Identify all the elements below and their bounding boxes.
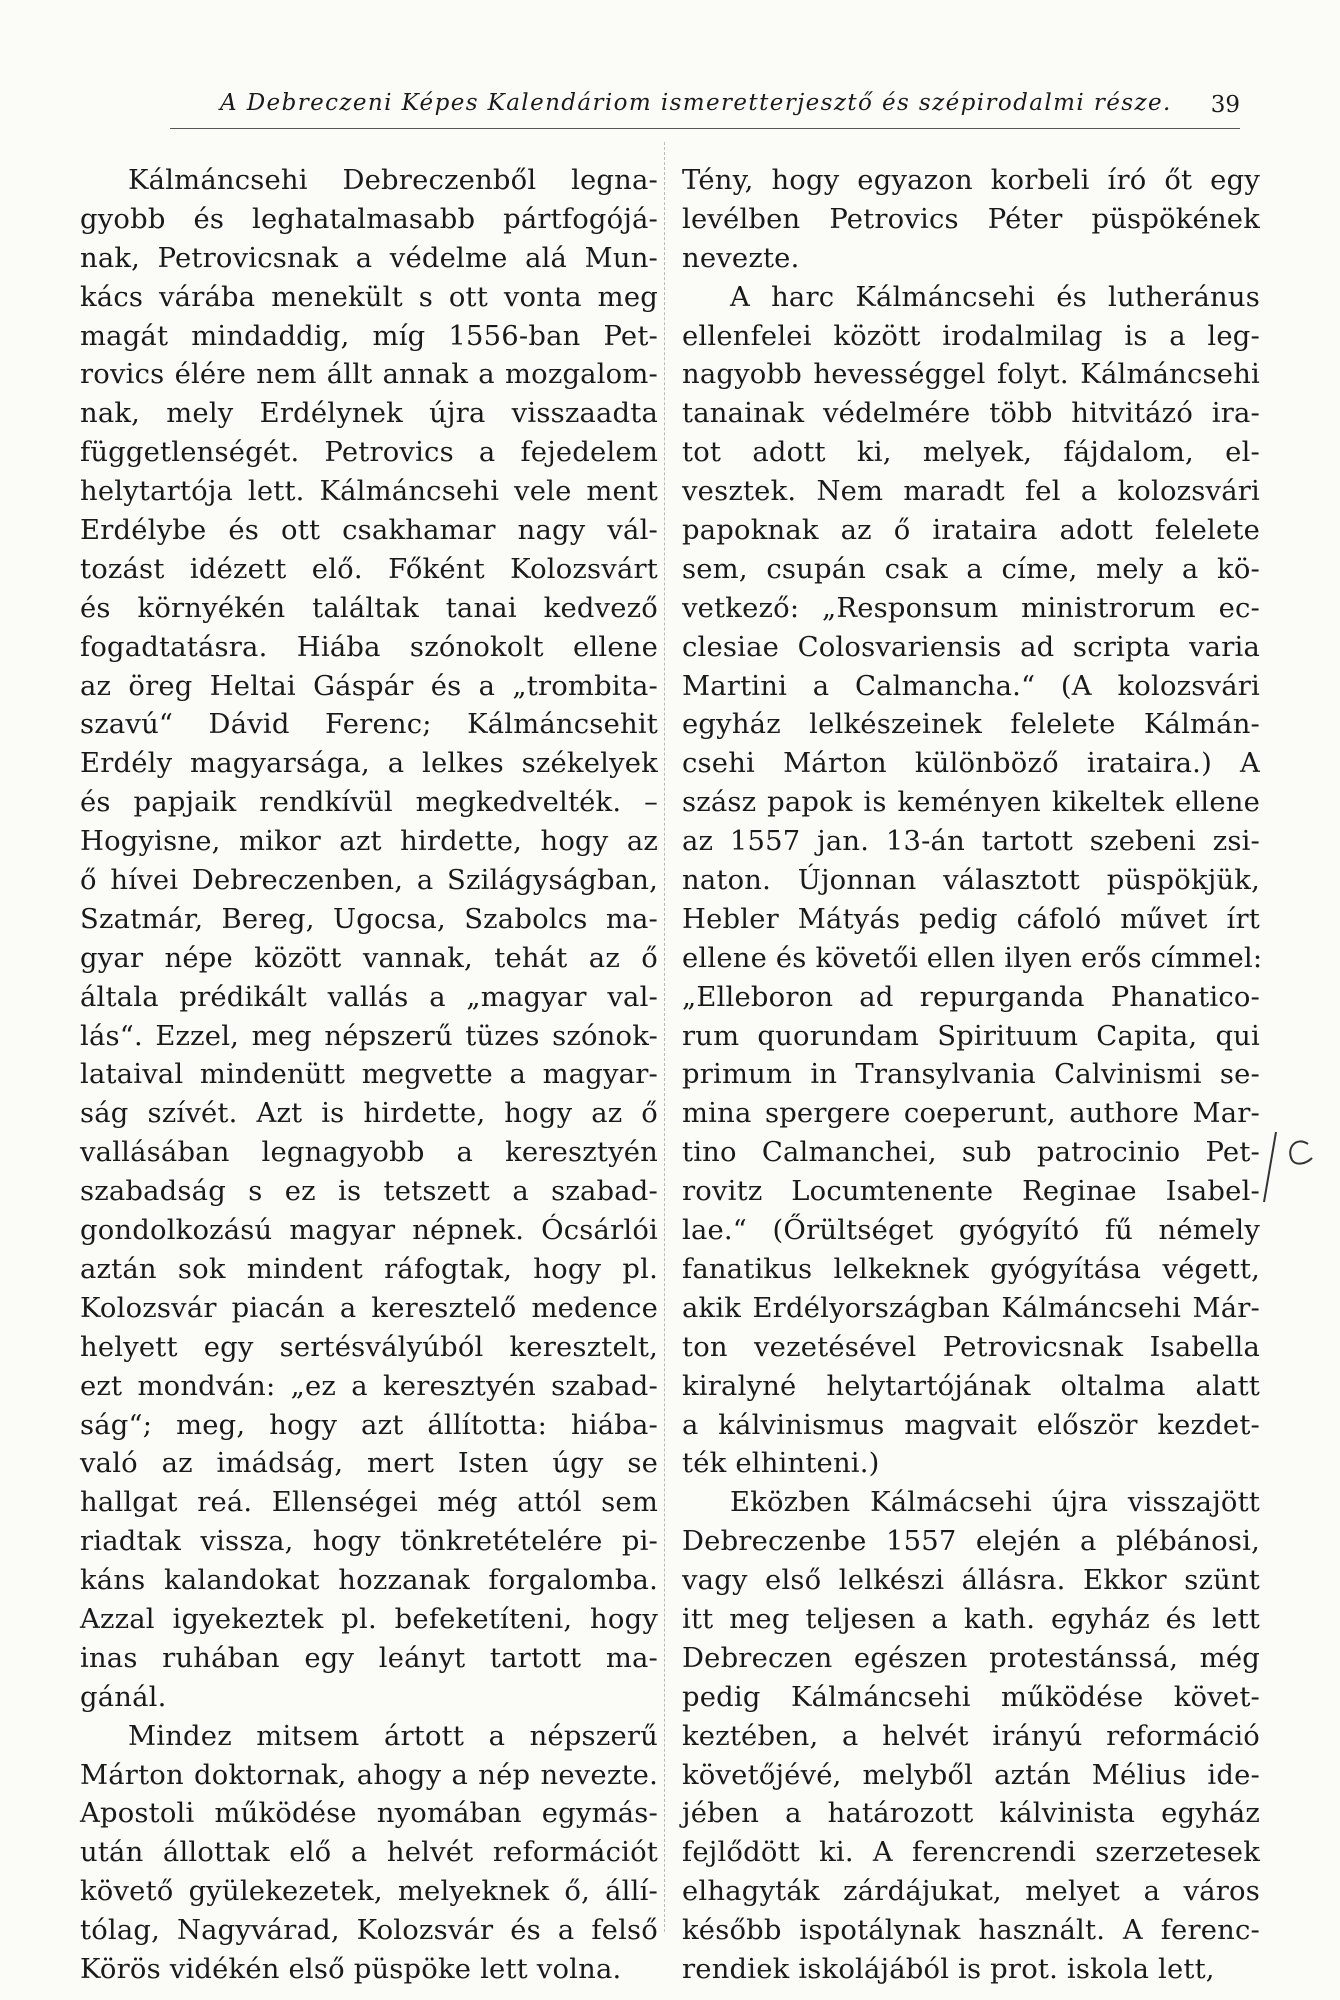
text-line: szabadság s ez is tetszett a szabad- (80, 1176, 658, 1208)
text-line: helyett egy sertésvályúból keresztelt, (80, 1331, 658, 1363)
text-line: Mindez mitsem ártott a népszerű (128, 1720, 658, 1752)
column-divider (664, 142, 665, 1932)
text-line: inas ruhában egy leányt tartott ma- (80, 1642, 658, 1674)
text-line: Erdélybe és ott csakhamar nagy vál- (80, 515, 658, 547)
text-line: Debreczen egészen protestánssá, még (682, 1642, 1260, 1674)
text-line: gyar népe között vannak, tehát az ő (80, 942, 658, 974)
text-line: az 1557 jan. 13-án tartott szebeni zsi- (682, 826, 1260, 858)
text-line: lás“. Ezzel, meg népszerű tüzes szónok- (80, 1020, 658, 1052)
text-line: Hogyisne, mikor azt hirdette, hogy az (80, 826, 658, 858)
text-line: nagyobb hevességgel folyt. Kálmáncsehi (682, 359, 1260, 391)
text-line: ság szívét. Azt is hirdette, hogy az ő (80, 1098, 658, 1130)
text-line: fejlődött ki. A ferencrendi szerzetesek (682, 1837, 1260, 1869)
text-line: gánál. (80, 1681, 167, 1713)
text-line: függetlenségét. Petrovics a fejedelem (80, 437, 658, 469)
text-line: helytartója lett. Kálmáncsehi vele ment (80, 476, 658, 508)
text-line: és papjaik rendkívül megkedvelték. – (80, 787, 658, 819)
text-line: tozást idézett elő. Főként Kolozsvárt (80, 553, 658, 585)
text-line: Apostoli működése nyomában egymás- (80, 1798, 658, 1830)
right-column (682, 162, 1263, 1990)
text-line: káns kalandokat hozzanak forgalomba. (80, 1565, 658, 1597)
text-line: az öreg Heltai Gáspár és a „trombita- (80, 670, 658, 702)
text-line: gondolkozású magyar népnek. Ócsárlói (80, 1215, 658, 1247)
text-line: nak, Petrovicsnak a védelme alá Mun- (80, 242, 658, 274)
text-line: vesztek. Nem maradt fel a kolozsvári (682, 476, 1260, 508)
text-line: naton. Újonnan választott püspökjük, (682, 865, 1260, 897)
header-rule (170, 128, 1240, 129)
text-line: sem, csupán csak a címe, mely a kö- (682, 553, 1260, 585)
text-line: később ispotálynak használt. A ferenc- (682, 1915, 1260, 1947)
text-line: szavú“ Dávid Ferenc; Kálmáncsehit (80, 709, 658, 741)
text-line: Martini a Calmancha.“ (A kolozsvári (682, 670, 1260, 702)
text-line: pedig Kálmáncsehi működése követ- (682, 1681, 1260, 1713)
text-line: riadtak vissza, hogy tönkretételére pi- (80, 1526, 658, 1558)
text-line: rovics élére nem állt annak a mozgalom- (80, 359, 658, 391)
text-line: tino Calmanchei, sub patrocinio Pet- (682, 1137, 1260, 1169)
margin-annotation-mark (1262, 1122, 1322, 1212)
text-line: Kolozsvár piacán a keresztelő medence (80, 1292, 658, 1324)
text-line: mina spergere coeperunt, authore Mar- (682, 1098, 1260, 1130)
text-line: lae.“ (Őrültséget gyógyító fű némely (682, 1215, 1260, 1247)
text-line: szász papok is keményen kikeltek ellene (682, 787, 1260, 819)
text-line: akik Erdélyországban Kálmáncsehi Már- (682, 1292, 1260, 1324)
text-line: aztán sok mindent ráfogtak, hogy pl. (80, 1253, 658, 1285)
text-line: Márton doktornak, ahogy a nép nevezte. (80, 1759, 658, 1791)
margin-annotation (1262, 1122, 1322, 1212)
running-header-title: A Debreczeni Képes Kalendáriom ismeretterjesztő és szépirodalmi része. (220, 90, 1172, 116)
text-line: itt meg teljesen a kath. egyház és lett (682, 1603, 1260, 1635)
text-line: való az imádság, mert Isten úgy se (80, 1448, 658, 1480)
text-line: és környékén találtak tanai kedvező (80, 592, 658, 624)
text-line: kács várába menekült s ott vonta meg (80, 281, 658, 313)
text-line: után állottak elő a helvét reformációt (80, 1837, 658, 1869)
text-line: általa prédikált vallás a „magyar val- (80, 981, 658, 1013)
text-line: ezt mondván: „ez a keresztyén szabad- (80, 1370, 658, 1402)
text-line: magát mindaddig, míg 1556-ban Pet- (80, 320, 658, 352)
text-line: Körös vidékén első püspöke lett volna. (80, 1953, 622, 1985)
text-line: kiralyné helytartójának oltalma alatt (682, 1370, 1260, 1402)
text-line: „Elleboron ad repurganda Phanatico- (682, 981, 1260, 1013)
text-line: ton vezetésével Petrovicsnak Isabella (682, 1331, 1260, 1363)
text-line: papoknak az ő irataira adott felelete (682, 515, 1260, 547)
page-number: 39 (1210, 92, 1240, 118)
text-line: ellenfelei között irodalmilag is a leg- (682, 320, 1260, 352)
text-line: fanatikus lelkeknek gyógyítása végett, (682, 1253, 1260, 1285)
running-header (140, 90, 1240, 130)
text-line: Hebler Mátyás pedig cáfoló művet írt (682, 903, 1260, 935)
text-line: Kálmáncsehi Debreczenből legna- (128, 165, 658, 196)
text-line: nevezte. (682, 242, 800, 274)
text-line: egyház lelkészeinek felelete Kálmán- (682, 709, 1260, 741)
text-line: ság“; meg, hogy azt állította: hiába- (80, 1409, 658, 1441)
text-line: tanainak védelmére több hitvitázó ira- (682, 398, 1260, 430)
text-line: vagy első lelkészi állásra. Ekkor szünt (682, 1565, 1260, 1597)
text-line: rendiek iskolájából is prot. iskola lett, (682, 1953, 1215, 1985)
text-line: elhagyták zárdájukat, melyet a város (682, 1876, 1260, 1908)
text-line: jében a határozott kálvinista egyház (682, 1798, 1260, 1830)
text-line: levélben Petrovics Péter püspökének (682, 203, 1260, 235)
text-line: Szatmár, Bereg, Ugocsa, Szabolcs ma- (80, 903, 658, 935)
text-line: gyobb és leghatalmasabb pártfogójá- (80, 203, 658, 235)
text-line: rovitz Locumtenente Reginae Isabel- (682, 1176, 1260, 1208)
text-line: clesiae Colosvariensis ad scripta varia (682, 631, 1260, 663)
text-line: Debreczenbe 1557 elején a plébánosi, (682, 1526, 1260, 1558)
text-line: követő gyülekezetek, melyeknek ő, állí- (80, 1876, 658, 1908)
text-line: Tény, hogy egyazon korbeli író őt egy (682, 165, 1260, 196)
text-line: Erdély magyarsága, a lelkes székelyek (80, 748, 658, 780)
text-line: követőjévé, melyből aztán Mélius ide- (682, 1759, 1260, 1791)
text-line: csehi Márton különböző irataira.) A (682, 748, 1260, 780)
text-line: Eközben Kálmácsehi újra visszajött (730, 1487, 1260, 1519)
text-line: nak, mely Erdélynek újra visszaadta (80, 398, 658, 430)
text-line: ő hívei Debreczenben, a Szilágyságban, (80, 865, 658, 897)
text-line: Azzal igyekeztek pl. befeketíteni, hogy (80, 1603, 658, 1635)
text-line: a kálvinismus magvait először kezdet- (682, 1409, 1260, 1441)
text-line: primum in Transylvania Calvinismi se- (682, 1059, 1260, 1091)
text-line: fogadtatásra. Hiába szónokolt ellene (80, 631, 658, 663)
text-line: A harc Kálmáncsehi és lutheránus (730, 281, 1260, 313)
text-line: ték elhinteni.) (682, 1448, 880, 1480)
text-line: keztében, a helvét irányú reformáció (682, 1720, 1260, 1752)
text-line: rum quorundam Spirituum Capita, qui (682, 1020, 1260, 1052)
text-line: lataival mindenütt megvette a magyar- (80, 1059, 658, 1091)
left-column (80, 162, 658, 1990)
text-line: vetkező: „Responsum ministrorum ec- (682, 592, 1260, 624)
text-line: vallásában legnagyobb a keresztyén (80, 1137, 658, 1169)
text-line: ellene és követői ellen ilyen erős címmel: (682, 942, 1263, 974)
text-line: tot adott ki, melyek, fájdalom, el- (682, 437, 1260, 469)
text-line: hallgat reá. Ellenségei még attól sem (80, 1487, 658, 1519)
text-line: tólag, Nagyvárad, Kolozsvár és a felső (80, 1915, 658, 1947)
